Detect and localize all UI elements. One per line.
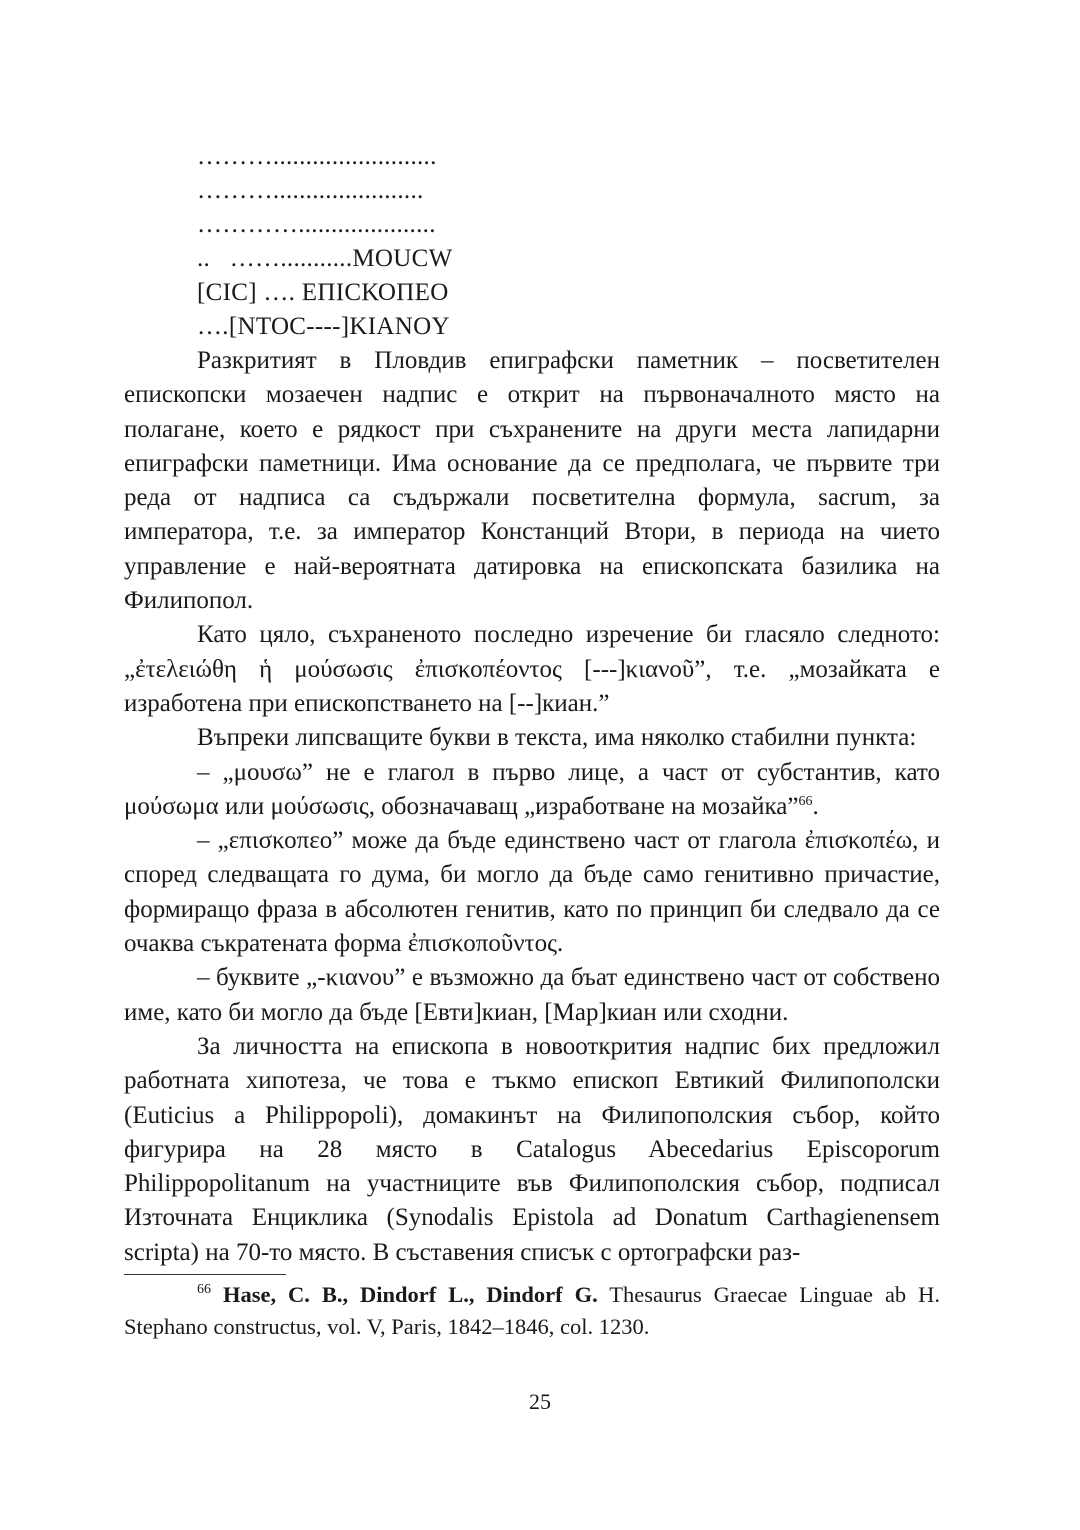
- inscription-line: ……….......................: [197, 177, 424, 204]
- paragraph-discovery: Разкритият в Пловдив епиграфски паметник – посветителен епископски мозаечен надпис е открит на първоначалното място на полагане, което е рядкост при съхранените на други места лапидарни епиграфски паметници. Има основание да се предполага, че първите три реда от надписа са съдържали посветителна формула, sacrum, за императора, т.е. за император Констанций Втори, в периода на чието управление е най-вероятната датировка на епископската базилика на Филипопол.: [124, 347, 940, 615]
- page-content: [124, 140, 940, 1343]
- footnote: [124, 1279, 940, 1343]
- inscription-line: [CIC] …. ΕΠΙCΚΟΠΕΟ: [197, 279, 449, 306]
- inscription-line: ….[NTOC----]KIANOY: [197, 313, 450, 340]
- inscription-line: ……….........................: [197, 143, 437, 170]
- paragraph-bishop-hypothesis: За личността на епископа в новооткрития надпис бих предложил работната хипотеза, че това е тъкмо епископ Евтикий Филипополски (Euticius a Philippopoli), домакинът на Филипополския събор, който фигурира на 28 място в Catalogus Abecedarius Episcoporum Philippopolitanum на участниците във Филипополския събор, подписал Източната Енциклика (Synodalis Epistola ad Donatum Carthagienensem scripta) на 70-то място. В съставения списък с ортографски раз-: [124, 1032, 940, 1266]
- inscription-line: ………….....................: [197, 211, 436, 238]
- point-mouso-text: – „μουσω” не е глагол в първо лице, а част от субстантив, като μούσωμα или μούσωσις, обозначаващ „изработване на мозайка”: [124, 758, 940, 820]
- footnote-text: Thesaurus Graecae Linguae ab H. Stephano constructus, vol. V, Paris, 1842–1846, col. 1230.: [124, 1282, 940, 1340]
- inscription-line: .. ……...........MOUCW: [197, 245, 453, 272]
- footnote-number: 66: [197, 1282, 211, 1298]
- paragraph-point-episkopeo: – „επισκοπεο” може да бъде единствено част от глагола ἐπισκοπέω, и според следващата го дума, би могло да бъде само генитивно причастие, формиращо фраза в абсолютен генитив, като по принцип би следвало да се очаква съкратената форма ἐπισκοποῦντος.: [124, 827, 940, 958]
- footnote-divider: [124, 1274, 286, 1275]
- body-text: [124, 344, 940, 1270]
- paragraph-point-kianou: – буквите „-κιανου” е възможно да бъат единствено част от собствено име, като би могло да бъде [Евти]киан, [Мар]киан или сходни.: [124, 964, 940, 1026]
- paragraph-reconstruction: Като цяло, съхраненото последно изречение би гласяло следното: „ἐτελειώθη ἡ μούσωσις ἐπισκοπέοντος [---]κιανοῦ”, т.е. „мозайката е изработена при епископстването на [--]киан.”: [124, 621, 940, 717]
- point-mouso-end: .: [812, 792, 819, 820]
- footnote-authors: Hase, C. B., Dindorf L., Dindorf G.: [222, 1282, 598, 1308]
- page-number: 25: [529, 1389, 551, 1414]
- inscription-block: [124, 140, 940, 344]
- footnote-reference[interactable]: 66: [798, 793, 813, 809]
- paragraph-point-mouso: [124, 756, 940, 825]
- paragraph-stable-points: Въпреки липсващите букви в текста, има няколко стабилни пункта:: [197, 724, 917, 752]
